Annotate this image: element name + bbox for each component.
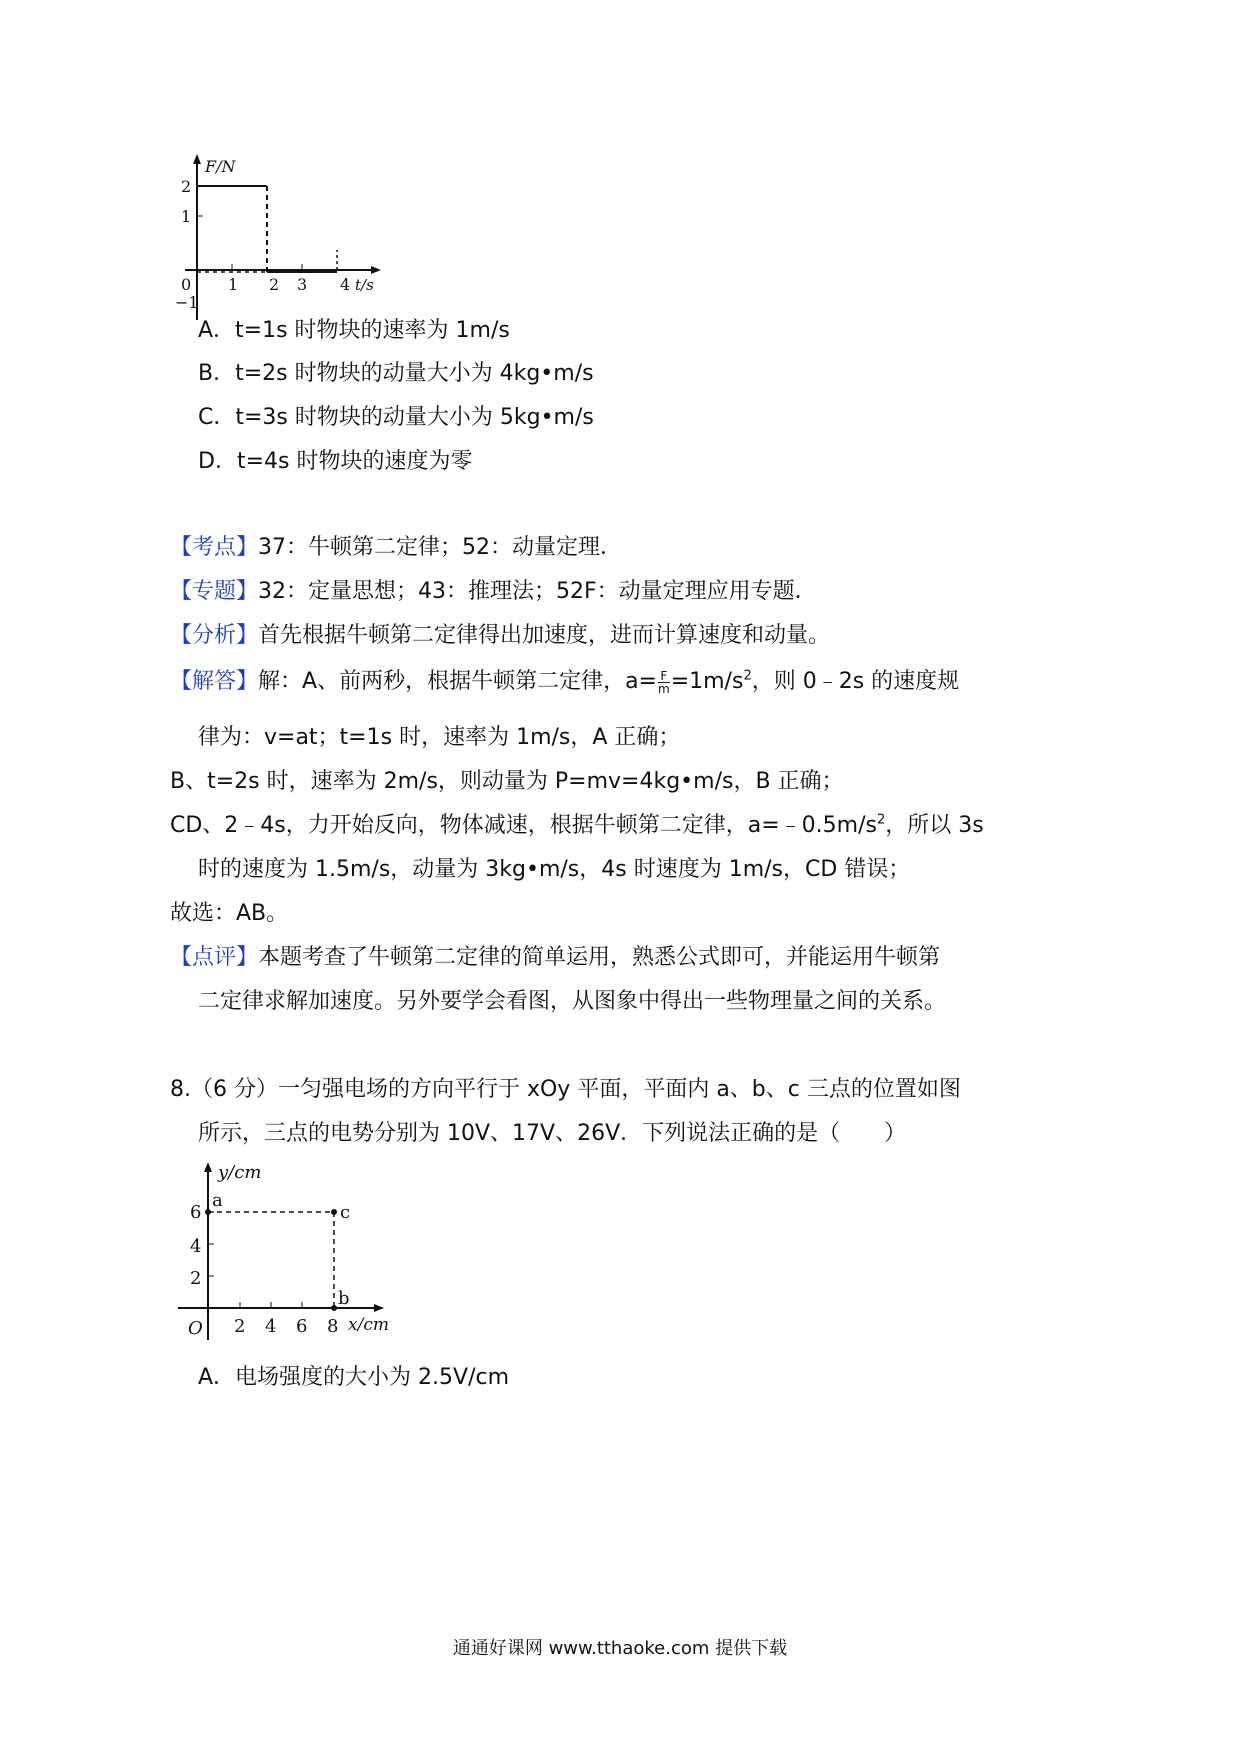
dianping-line-2: 二定律求解加速度。另外要学会看图，从图象中得出一些物理量之间的关系。 bbox=[198, 989, 947, 1014]
zhuanti-tag: 【专题】 bbox=[170, 579, 259, 604]
jieda-tag: 【解答】 bbox=[170, 669, 259, 694]
option-c: C．t=3s 时物块的动量大小为 5kg•m/s bbox=[198, 405, 594, 430]
fenxi-line bbox=[170, 622, 830, 650]
dianping-tag: 【点评】 bbox=[170, 945, 259, 970]
jieda-line-1 bbox=[170, 668, 959, 696]
coordinate-graph bbox=[170, 1160, 410, 1345]
zhuanti-text: 32：定量思想；43：推理法；52F：动量定理应用专题． bbox=[258, 579, 817, 604]
jieda-text: ，则 0﹣2s 的速度规 bbox=[751, 669, 960, 694]
x-tick: 8 bbox=[327, 1316, 339, 1337]
y-tick: 2 bbox=[181, 177, 192, 196]
option-b: B．t=2s 时物块的动量大小为 4kg•m/s bbox=[198, 361, 594, 386]
jieda-line-3: B、t=2s 时，速率为 2m/s，则动量为 P=mv=4kg•m/s，B 正确； bbox=[170, 769, 844, 794]
jieda-text: ，所以 3s bbox=[885, 813, 984, 838]
dianping-line-1 bbox=[170, 944, 940, 972]
option-d: D．t=4s 时物块的速度为零 bbox=[198, 449, 473, 474]
y-tick: −1 bbox=[175, 293, 199, 312]
footer: 通通好课网 www.tthaoke.com 提供下载 bbox=[452, 1638, 788, 1659]
question-8-stem-1: 8.（6 分）一匀强电场的方向平行于 xOy 平面，平面内 a、b、c 三点的位置如图 bbox=[170, 1077, 961, 1102]
fenxi-text: 首先根据牛顿第二定律得出加速度，进而计算速度和动量。 bbox=[258, 623, 831, 648]
question-8-stem-2: 所示，三点的电势分别为 10V、17V、26V．下列说法正确的是（ ） bbox=[198, 1121, 907, 1146]
option-a: A．t=1s 时物块的速率为 1m/s bbox=[198, 318, 510, 343]
y-tick: 0 bbox=[181, 275, 192, 294]
x-tick: 3 bbox=[297, 275, 308, 294]
origin-label: O bbox=[188, 1318, 203, 1339]
zhuanti-line bbox=[170, 578, 817, 606]
jieda-line-6: 故选：AB。 bbox=[170, 901, 289, 926]
jieda-line-5: 时的速度为 1.5m/s，动量为 3kg•m/s，4s 时速度为 1m/s，CD 错误； bbox=[198, 857, 911, 882]
fraction-f-over-m bbox=[658, 670, 670, 695]
y-tick: 2 bbox=[190, 1268, 202, 1289]
superscript: 2 bbox=[743, 668, 752, 684]
jieda-line-2: 律为：v=at；t=1s 时，速率为 1m/s，A 正确； bbox=[198, 725, 681, 750]
y-axis-label: F/N bbox=[205, 157, 236, 176]
x-tick: 1 bbox=[228, 275, 239, 294]
point-c-label: c bbox=[340, 1202, 351, 1223]
superscript: 2 bbox=[876, 812, 886, 828]
x-tick: 2 bbox=[234, 1316, 246, 1337]
kaodian-line bbox=[170, 534, 622, 562]
x-tick: 4 bbox=[340, 275, 351, 294]
y-tick: 4 bbox=[190, 1236, 202, 1257]
kaodian-text: 37：牛顿第二定律；52：动量定理． bbox=[258, 535, 623, 560]
question-8-option-a: A．电场强度的大小为 2.5V/cm bbox=[198, 1365, 510, 1390]
force-time-graph bbox=[175, 150, 435, 330]
y-tick: 1 bbox=[181, 207, 192, 226]
point-a-label: a bbox=[212, 1190, 223, 1211]
x-tick: 6 bbox=[296, 1316, 308, 1337]
jieda-text: 解：A、前两秒，根据牛顿第二定律，a= bbox=[258, 669, 657, 694]
point-b-label: b bbox=[338, 1288, 350, 1309]
fraction-numerator: F bbox=[658, 670, 670, 683]
x-tick: 4 bbox=[265, 1316, 277, 1337]
x-tick: 2 bbox=[269, 275, 280, 294]
x-axis-label: x/cm bbox=[348, 1315, 389, 1335]
y-axis-label: y/cm bbox=[218, 1162, 262, 1183]
fenxi-tag: 【分析】 bbox=[170, 623, 259, 648]
dianping-text: 本题考查了牛顿第二定律的简单运用，熟悉公式即可，并能运用牛顿第 bbox=[258, 945, 941, 970]
x-axis-label: t/s bbox=[355, 276, 374, 294]
kaodian-tag: 【考点】 bbox=[170, 535, 259, 560]
jieda-line-4 bbox=[170, 812, 984, 840]
fraction-denominator: m bbox=[657, 681, 670, 696]
y-tick: 6 bbox=[190, 1202, 202, 1223]
jieda-text: =1m/s bbox=[670, 669, 744, 694]
jieda-text: CD、2﹣4s，力开始反向，物体减速，根据牛顿第二定律，a=﹣0.5m/s bbox=[170, 813, 877, 838]
